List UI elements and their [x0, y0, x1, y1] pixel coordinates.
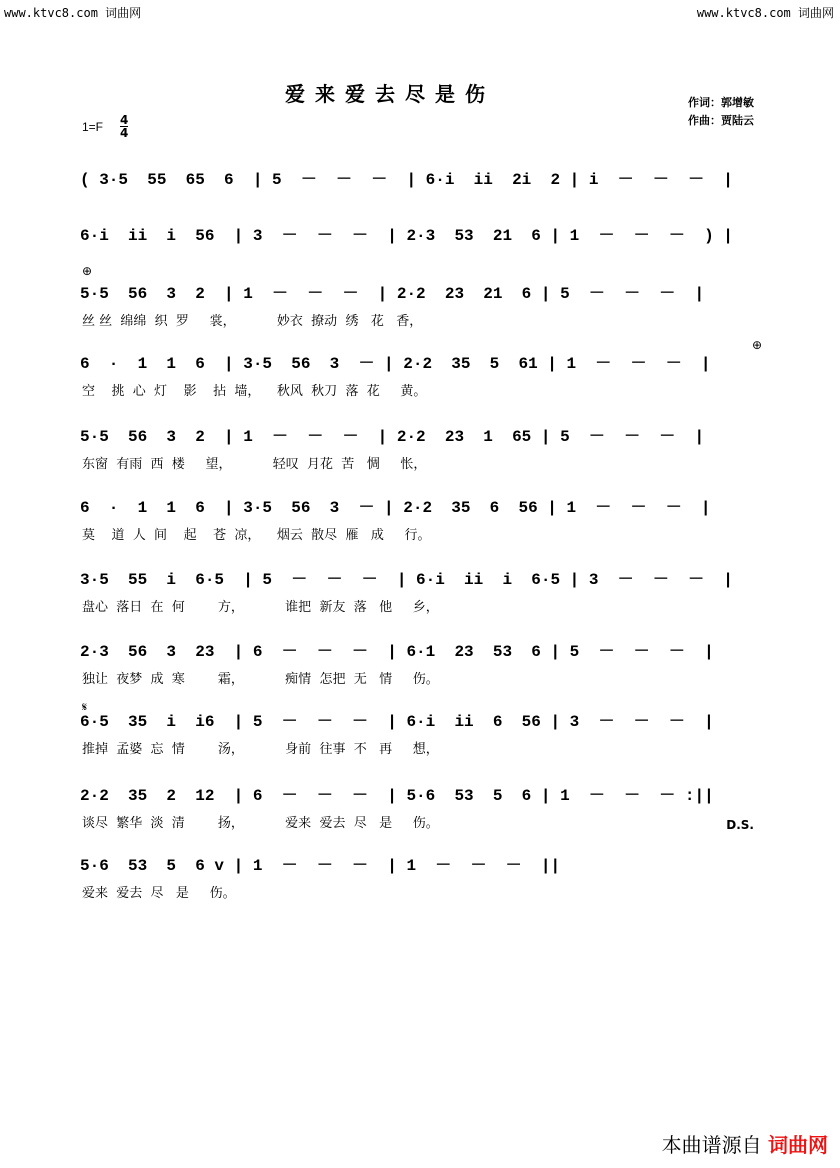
coda-sign-icon: ⊕	[82, 264, 93, 278]
watermark-left: www.ktvc8.com 词曲网	[4, 6, 142, 20]
notation-row: 6 · 1 1 6 | 3·5 56 3 － | 2·2 35 5 61 | 1 － － － |	[80, 355, 711, 373]
notation-row: 2·3 56 3 23 | 6 － － － | 6·1 23 53 6 | 5 － － － |	[80, 643, 714, 661]
notation-row: 3·5 55 i 6·5 | 5 － － － | 6·i ii i 6·5 | 3 － － － |	[80, 571, 733, 589]
key-signature: 1=F	[82, 120, 104, 134]
song-title: 爱来爱去尽是伤	[285, 82, 495, 106]
dal-segno-mark: D.S.	[726, 818, 754, 832]
lyric-row: 推掉 孟婆 忘 情 汤， 身前 往事 不 再 想，	[82, 742, 439, 757]
lyric-row: 东窗 有雨 西 楼 望， 轻叹 月花 苦 惆 怅，	[82, 457, 427, 472]
notation-row: 6·5 35 i i6 | 5 － － － | 6·i ii 6 56 | 3 － － － |	[80, 713, 714, 731]
notation-row: 5·5 56 3 2 | 1 － － － | 2·2 23 21 6 | 5 － － － |	[80, 285, 705, 303]
notation-row: 5·5 56 3 2 | 1 － － － | 2·2 23 1 65 | 5 － － － |	[80, 428, 705, 446]
lyric-row: 空 挑 心 灯 影 拈 墙， 秋风 秋刀 落 花 黄。	[82, 384, 427, 399]
lyric-row: 谈尽 繁华 淡 清 扬， 爱来 爱去 尽 是 伤。	[82, 816, 439, 831]
notation-row: ( 3·5 55 65 6 | 5 － － － | 6·i ii 2i 2 | i － － － |	[80, 171, 733, 189]
composer-credit: 作曲：贾陆云	[688, 114, 754, 127]
lyricist-credit: 作词：郭增敏	[688, 96, 754, 109]
segno-sign-icon: 𝄋	[82, 700, 88, 714]
lyric-row: 丝 丝 绵绵 织 罗 裳， 妙衣 撩动 绣 花 香，	[82, 314, 423, 329]
lyric-row: 莫 道 人 间 起 苍 凉， 烟云 散尽 雁 成 行。	[82, 528, 431, 543]
time-bottom: 4	[120, 126, 129, 140]
notation-row: 5·6 53 5 6 v | 1 － － － | 1 － － － ||	[80, 857, 561, 875]
notation-row: 6·i ii i 56 | 3 － － － | 2·3 53 21 6 | 1 － － － ) |	[80, 227, 733, 245]
notation-row: 6 · 1 1 6 | 3·5 56 3 － | 2·2 35 6 56 | 1 － － － |	[80, 499, 711, 517]
notation-row: 2·2 35 2 12 | 6 － － － | 5·6 53 5 6 | 1 － － － :||	[80, 787, 714, 805]
time-signature	[120, 114, 128, 139]
lyric-row: 独让 夜梦 成 寒 霜， 痴情 怎把 无 情 伤。	[82, 672, 439, 687]
watermark-right: www.ktvc8.com 词曲网	[696, 6, 834, 20]
time-top: 4	[120, 113, 129, 127]
lyric-row: 盘心 落日 在 何 方， 谁把 新友 落 他 乡，	[82, 600, 439, 615]
footer-text: 本曲谱源自	[661, 1133, 762, 1157]
lyric-row: 爱来 爱去 尽 是 伤。	[82, 886, 236, 901]
footer-source	[662, 1129, 828, 1158]
coda-sign-end-icon: ⊕	[752, 338, 763, 352]
footer-site: 词曲网	[768, 1133, 828, 1157]
